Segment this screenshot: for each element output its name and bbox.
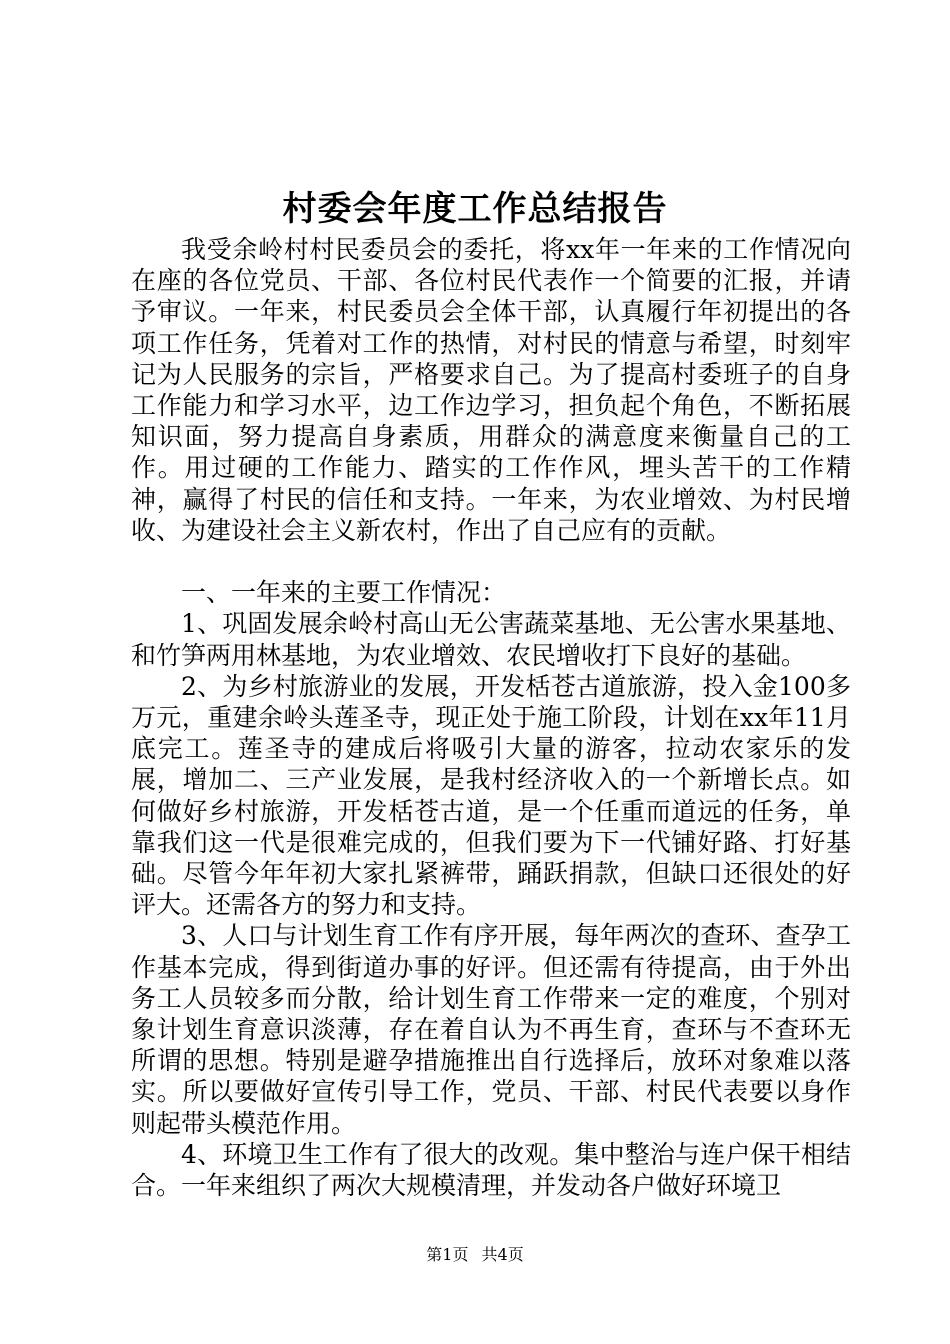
work-item-2: 2、为乡村旅游业的发展，开发栝苍古道旅游，投入金100多万元，重建余岭头莲圣寺，现正处于施工阶段，计划在xx年11月底完工。莲圣寺的建成后将吸引大量的游客，拉动农家乐的发展，增加二、三产业发展，是我村经济收入的一个新增长点。如何做好乡村旅游，开发栝苍古道，是一个任重而道远的任务，单靠我们这一代是很难完成的，但我们要为下一代铺好路、打好基础。尽管今年年初大家扎紧裤带，踊跃捐款，但缺口还很处的好评大。还需各方的努力和支持。 [131, 671, 851, 920]
page-number-total: 共4页 [481, 1245, 524, 1264]
work-item-4: 4、环境卫生工作有了很大的改观。集中整治与连户保干相结合。一年来组织了两次大规模清理，并发动各户做好环境卫 [131, 1139, 851, 1201]
paragraph-spacer [131, 546, 851, 577]
intro-paragraph: 我受余岭村村民委员会的委托，将xx年一年来的工作情况向在座的各位党员、干部、各位村民代表作一个简要的汇报，并请予审议。一年来，村民委员会全体干部，认真履行年初提出的各项工作任务，凭着对工作的热情，对村民的情意与希望，时刻牢记为人民服务的宗旨，严格要求自己。为了提高村委班子的自身工作能力和学习水平，边工作边学习，担负起个角色，不断拓展知识面，努力提高自身素质，用群众的满意度来衡量自己的工作。用过硬的工作能力、踏实的工作作风，埋头苦干的工作精神，赢得了村民的信任和支持。一年来，为农业增效、为村民增收、为建设社会主义新农村，作出了自己应有的贡献。 [131, 235, 851, 545]
document-body [131, 234, 851, 1201]
page-footer [0, 1244, 950, 1266]
work-item-1: 1、巩固发展余岭村高山无公害蔬菜基地、无公害水果基地、和竹笋两用林基地，为农业增效、农民增收打下良好的基础。 [131, 609, 851, 670]
section-heading: 一、一年来的主要工作情况： [181, 578, 507, 608]
work-item-3: 3、人口与计划生育工作有序开展，每年两次的查环、查孕工作基本完成，得到街道办事的好评。但还需有待提高，由于外出务工人员较多而分散，给计划生育工作带来一定的难度，个别对象计划生育意识淡薄，存在着自认为不再生育，查环与不查环无所谓的思想。特别是避孕措施推出自行选择后，放环对象难以落实。所以要做好宣传引导工作，党员、干部、村民代表要以身作则起带头模范作用。 [131, 921, 851, 1138]
document-title: 村委会年度工作总结报告 [282, 189, 668, 229]
page-number-current: 第1页 [426, 1245, 469, 1264]
